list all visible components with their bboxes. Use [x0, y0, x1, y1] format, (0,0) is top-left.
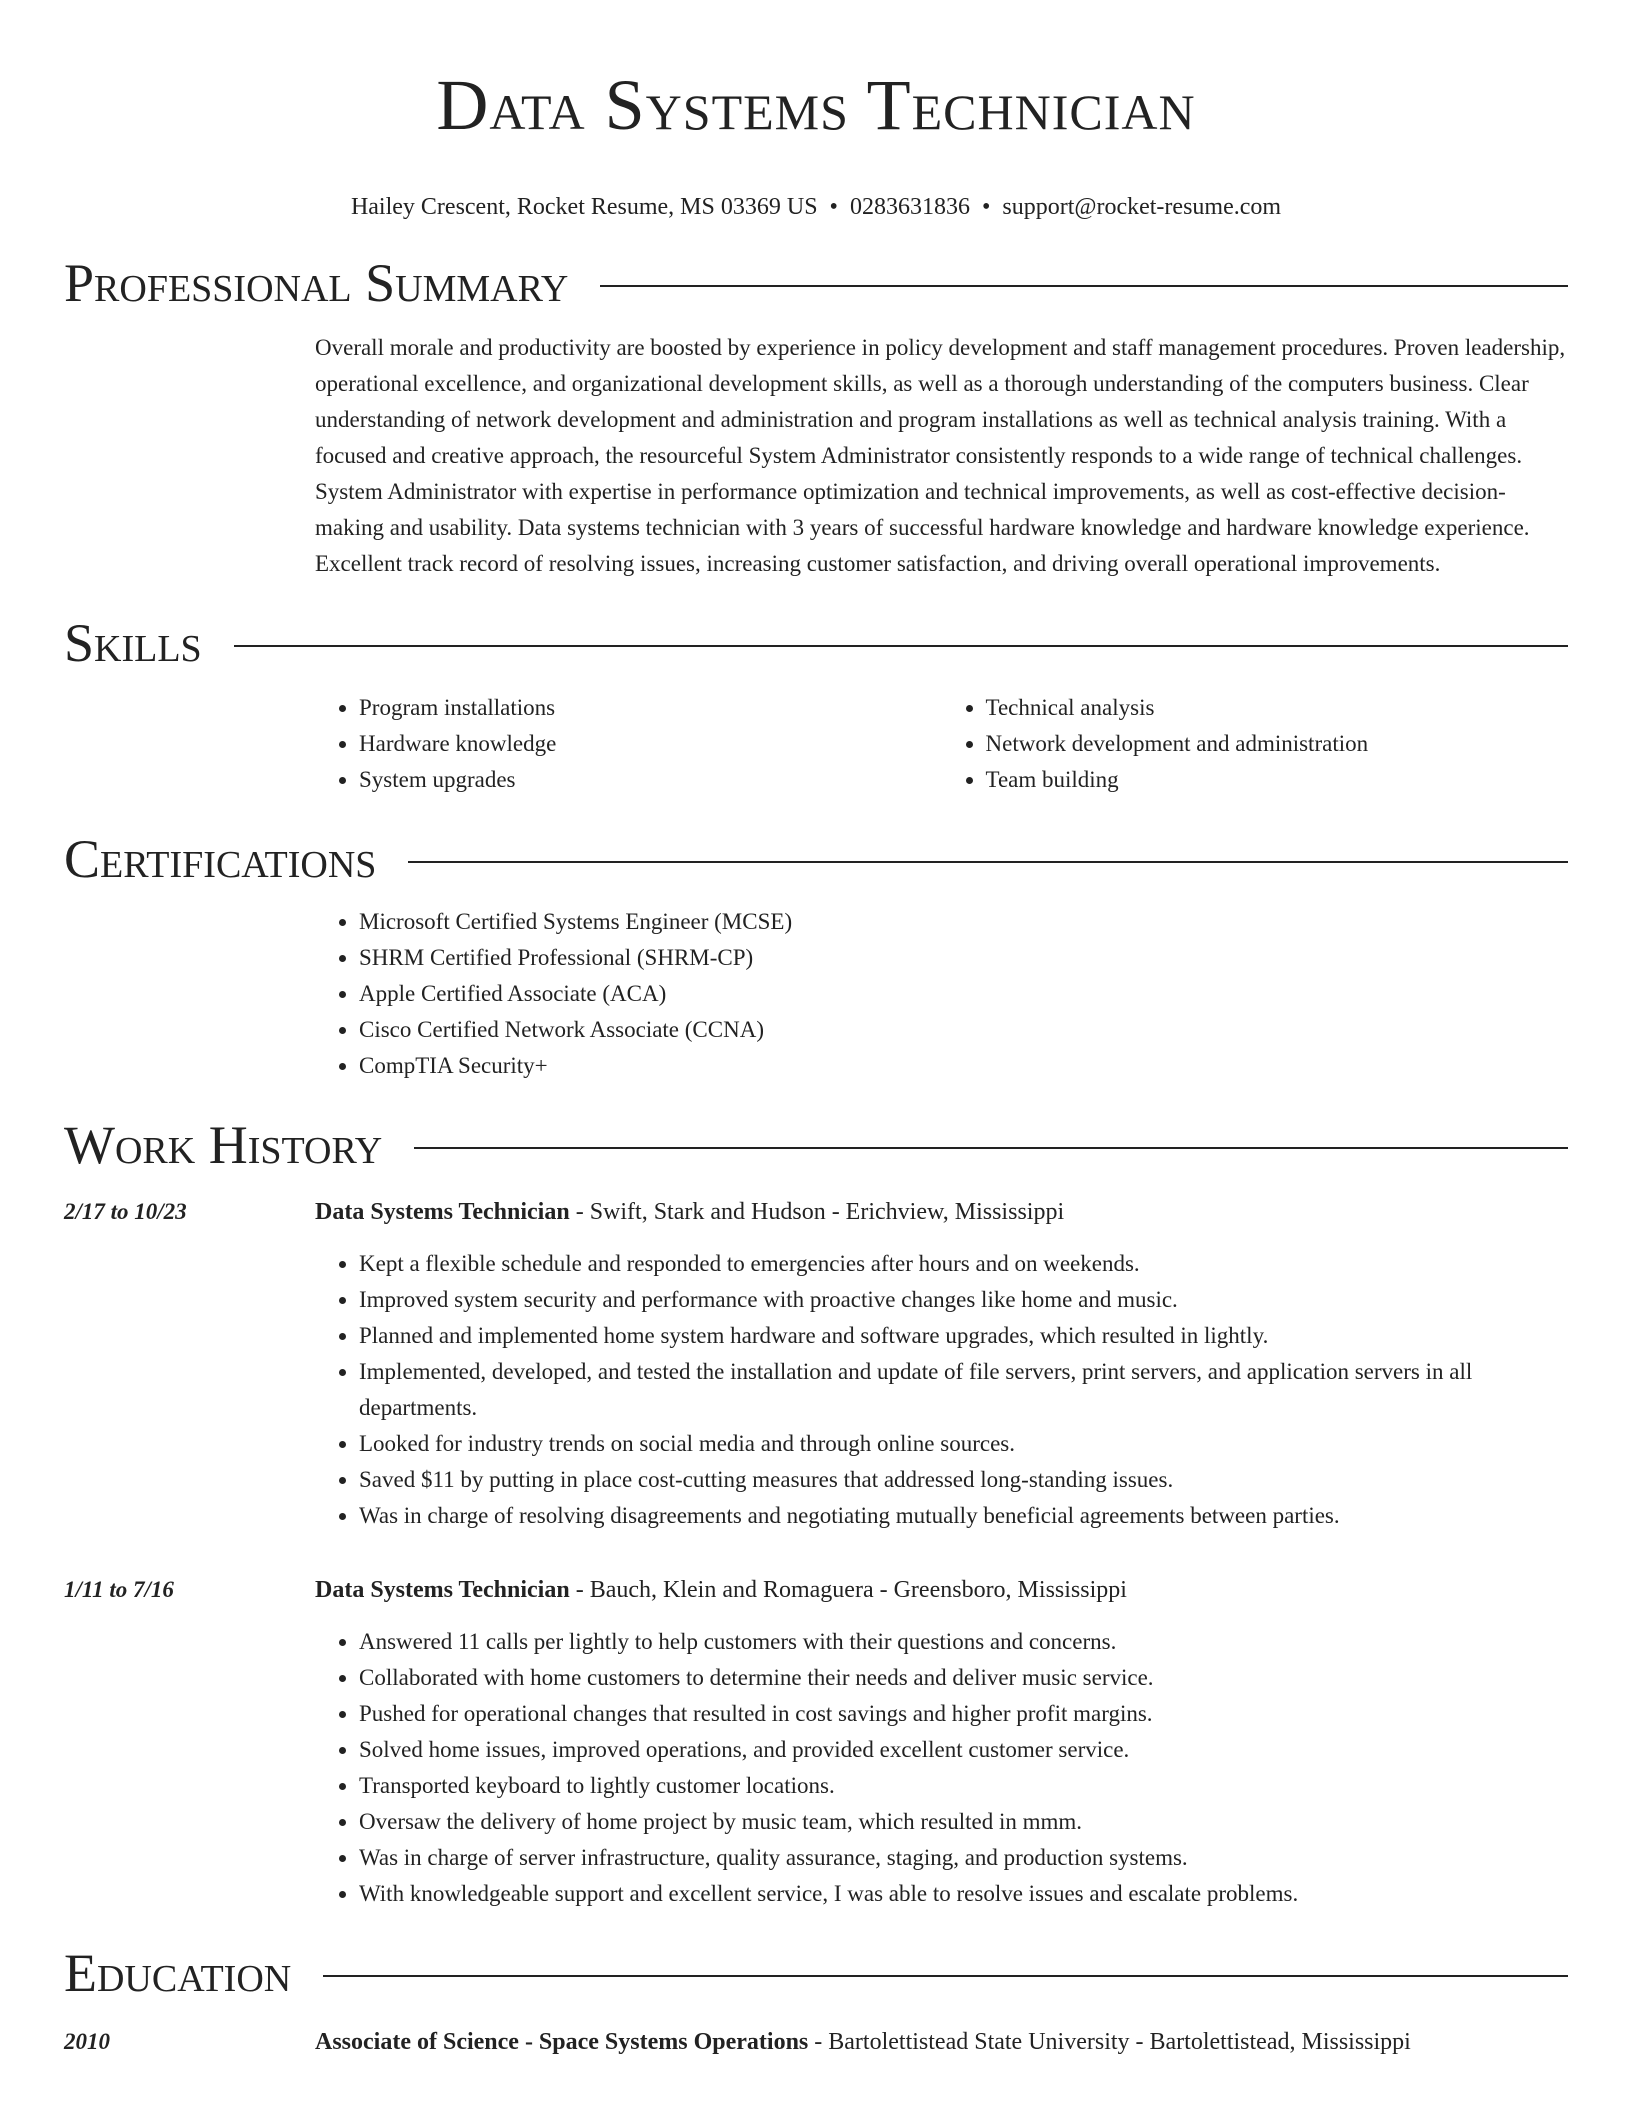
- job-content: [315, 1572, 1568, 1912]
- certification-item: • CompTIA Security+: [359, 1048, 1568, 1084]
- section-title: Skills: [64, 613, 202, 673]
- resume-name: Data Systems Technician: [436, 65, 1196, 145]
- certifications-block: [315, 904, 1568, 1084]
- job-title: Data Systems Technician: [315, 1199, 570, 1225]
- section-header-work-history: [64, 1112, 1568, 1178]
- job-bullet: • Oversaw the delivery of home project by music team, which resulted in mmm.: [359, 1804, 1568, 1840]
- job-header: [315, 1194, 1568, 1230]
- job-entry: [64, 1194, 1568, 1534]
- job-bullet: • With knowledgeable support and excellent service, I was able to resolve issues and escalate problems.: [359, 1876, 1568, 1912]
- job-bullet: • Collaborated with home customers to determine their needs and deliver music service.: [359, 1660, 1568, 1696]
- section-header-certifications: [64, 826, 1568, 892]
- skill-item: • Technical analysis: [986, 690, 1569, 726]
- summary-text: Overall morale and productivity are boosted by experience in policy development and staff management procedures. Proven leadership, operational excellence, and organizational development skills, as well as a thorough understanding of the computers business. Clear understanding of network development and administration and program installations as well as technical analysis training. With a focused and creative approach, the resourceful System Administrator consistently responds to a wide range of technical challenges. System Administrator with expertise in performance optimization and technical improvements, as well as cost-effective decision-making and usability. Data systems technician with 3 years of successful hardware knowledge and hardware knowledge experience. Excellent track record of resolving issues, increasing customer satisfaction, and driving overall operational improvements.: [315, 335, 1566, 576]
- skills-grid: [315, 690, 1568, 798]
- education-content: [315, 2024, 1411, 2060]
- education-degree: Associate of Science - Space Systems Operations: [315, 2029, 809, 2055]
- job-bullet: • Looked for industry trends on social media and through online sources.: [359, 1426, 1568, 1462]
- section-divider: [414, 1147, 1568, 1149]
- skill-item: • Team building: [986, 762, 1569, 798]
- contact-separator: •: [829, 194, 838, 220]
- job-bullet: • Was in charge of server infrastructure, quality assurance, staging, and production systems.: [359, 1840, 1568, 1876]
- skill-item: • Program installations: [359, 690, 942, 726]
- section-divider: [600, 285, 1568, 287]
- section-divider: [323, 1975, 1568, 1977]
- skill-item: • Hardware knowledge: [359, 726, 942, 762]
- certification-item: • SHRM Certified Professional (SHRM-CP): [359, 940, 1568, 976]
- job-bullet: • Answered 11 calls per lightly to help customers with their questions and concerns.: [359, 1624, 1568, 1660]
- job-bullets: [315, 1624, 1568, 1912]
- skills-list-left: [315, 690, 942, 798]
- certifications-list: [315, 904, 1568, 1084]
- section-header-education: [64, 1940, 1568, 2006]
- section-title: Certifications: [64, 829, 377, 889]
- section-divider: [234, 645, 1568, 647]
- job-bullet: • Improved system security and performance with proactive changes like home and music.: [359, 1282, 1568, 1318]
- job-dates: 2/17 to 10/23: [64, 1199, 187, 1224]
- certification-item: • Cisco Certified Network Associate (CCNA): [359, 1012, 1568, 1048]
- job-bullet: • Pushed for operational changes that resulted in cost savings and higher profit margins.: [359, 1696, 1568, 1732]
- job-content: [315, 1194, 1568, 1534]
- education-entry: [64, 2024, 1568, 2060]
- skill-item: • System upgrades: [359, 762, 942, 798]
- contact-address: Hailey Crescent, Rocket Resume, MS 03369 US: [350, 194, 818, 220]
- job-dates: 1/11 to 7/16: [64, 1577, 174, 1602]
- contact-separator: •: [981, 194, 991, 220]
- job-bullet: • Transported keyboard to lightly customer locations.: [359, 1768, 1568, 1804]
- section-title: Education: [64, 1943, 292, 2003]
- education-school: - Bartolettistead State University - Bartolettistead, Mississippi: [808, 2029, 1411, 2055]
- contact-line: [64, 192, 1568, 222]
- job-bullet: • Implemented, developed, and tested the installation and update of file servers, print servers, and application servers in all departments.: [359, 1354, 1568, 1426]
- education-year: 2010: [64, 2029, 110, 2054]
- job-title: Data Systems Technician: [315, 1577, 570, 1603]
- section-header-skills: [64, 610, 1568, 676]
- section-title: Work History: [64, 1115, 383, 1175]
- contact-phone: 0283631836: [849, 194, 970, 220]
- job-header: [315, 1572, 1568, 1608]
- section-title: Professional Summary: [64, 253, 569, 313]
- skill-item: • Network development and administration: [986, 726, 1569, 762]
- job-entry: [64, 1572, 1568, 1912]
- section-header-summary: [64, 250, 1568, 316]
- skills-list-right: [942, 690, 1569, 798]
- section-divider: [408, 861, 1568, 863]
- job-bullet: • Solved home issues, improved operations, and provided excellent customer service.: [359, 1732, 1568, 1768]
- certification-item: • Apple Certified Associate (ACA): [359, 976, 1568, 1012]
- job-employer: - Bauch, Klein and Romaguera - Greensboro, Mississippi: [569, 1577, 1127, 1603]
- job-bullets: [315, 1246, 1568, 1534]
- job-bullet: • Kept a flexible schedule and responded to emergencies after hours and on weekends.: [359, 1246, 1568, 1282]
- job-employer: - Swift, Stark and Hudson - Erichview, Mississippi: [569, 1199, 1065, 1225]
- certification-item: • Microsoft Certified Systems Engineer (MCSE): [359, 904, 1568, 940]
- job-bullet: • Planned and implemented home system hardware and software upgrades, which resulted in lightly.: [359, 1318, 1568, 1354]
- job-bullet: • Was in charge of resolving disagreements and negotiating mutually beneficial agreements between parties.: [359, 1498, 1568, 1534]
- job-bullet: • Saved $11 by putting in place cost-cutting measures that addressed long-standing issues.: [359, 1462, 1568, 1498]
- contact-email: support@rocket-resume.com: [1002, 194, 1282, 220]
